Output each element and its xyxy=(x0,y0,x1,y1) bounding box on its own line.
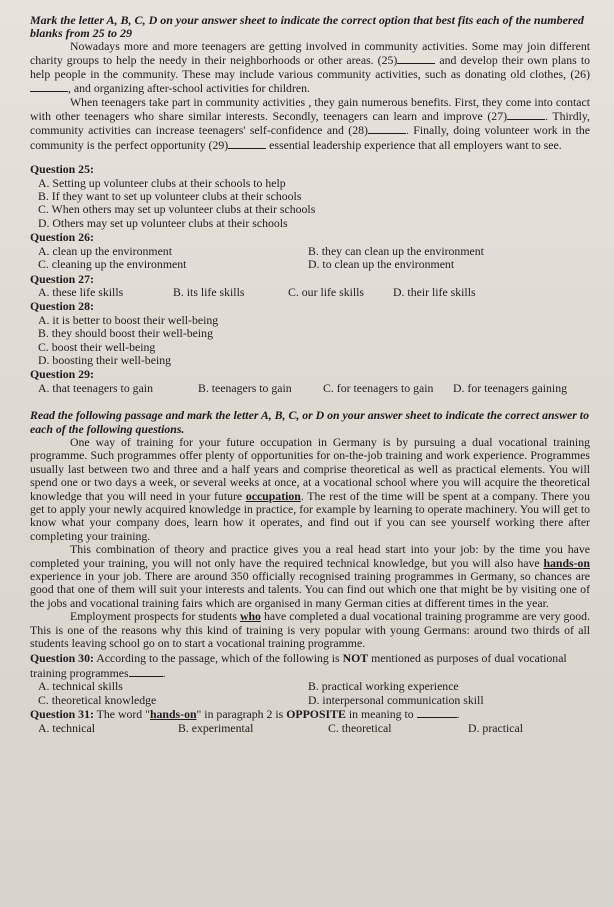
option-d[interactable]: D. their life skills xyxy=(393,284,476,299)
option-b[interactable]: B. teenagers to gain xyxy=(198,380,292,395)
question-31 xyxy=(30,707,590,735)
q31-text-c: in meaning to xyxy=(348,707,414,722)
option-d[interactable]: D. to clean up the environment xyxy=(308,257,455,272)
option-b[interactable]: B. If they want to set up volunteer clubs at their schools xyxy=(38,189,302,204)
q30-options xyxy=(30,680,590,707)
q30-label: Question 30: xyxy=(30,651,94,666)
p2-text-a: When teenagers take part in community activities , they gain numerous benefits. First, they come into contact with other teenagers who share similar interests. Secondly, teenagers can learn and improve (27) xyxy=(30,94,590,124)
option-a[interactable]: A. Setting up volunteer clubs at their schools to help xyxy=(38,175,286,190)
q30-option-c[interactable]: C. theoretical knowledge xyxy=(38,692,157,707)
q31-options xyxy=(30,722,590,735)
question-30-stem: Question 30: According to the passage, which of the following is NOT mentioned as purposes of dual vocational training programmes . xyxy=(30,651,567,680)
pp3-text-a: Employment prospects for students xyxy=(70,609,237,624)
option-d[interactable]: D. Others may set up volunteer clubs at their schools xyxy=(38,215,288,230)
question-26 xyxy=(30,231,590,271)
pp1-text-a: One way of training for your future occupation in Germany is by pursuing a dual vocational training programme. Such programmes offer plenty of opportunities for on-the-job training and work experience. Programmes usually last between two and three and a half years and comprise theoretical as well as practical elements. You will spend one or two days a week, or several weeks at once, at a vocational school where you will acquire the theoretical knowledge that you will need in your future xyxy=(30,434,590,503)
section1-instruction: Mark the letter A, B, C, D on your answer sheet to indicate the correct option that best fits each of the numbered blanks from 25 to 29 xyxy=(30,13,584,40)
option-b[interactable]: B. they can clean up the environment xyxy=(308,243,484,258)
question-title: Question 25: xyxy=(30,162,94,177)
option-c[interactable]: C. cleaning up the environment xyxy=(38,257,187,272)
blank-25 xyxy=(397,53,435,64)
question-28 xyxy=(30,300,590,367)
question-title: Question 28: xyxy=(30,299,94,314)
pp3-text-b: have completed a dual vocational training programme are very good. This is one of the reasons why this kind of training is very popular with young Germans: around two thirds of all students leaving school go on to start a vocational training programme. xyxy=(30,609,591,651)
blank-29 xyxy=(228,138,266,149)
p1-text-a: Nowadays more and more teenagers are getting involved in community activities. Some may join different charity groups to help the needy in their neighborhoods or other areas. (25) xyxy=(30,39,590,68)
options xyxy=(30,245,590,272)
q31-opposite: OPPOSITE xyxy=(286,707,346,722)
option-d[interactable]: D. boosting their well-being xyxy=(38,352,172,367)
q30-text-a: According to the passage, which of the following is xyxy=(96,651,340,666)
question-31-stem: Question 31: The word "hands-on" in paragraph 2 is OPPOSITE in meaning to . xyxy=(30,707,460,722)
q31-option-a[interactable]: A. technical xyxy=(38,720,95,735)
pp2-text-b: experience in your job. There are around 350 officially recognised training programmes in Germany, so chances are good that one of them will suit your interests and talents. You can find out which one that might be by visiting one of the jobs and vocational training fairs which are organised in many German cities at different times in the year. xyxy=(30,569,590,610)
questions-25-29 xyxy=(30,163,590,395)
options xyxy=(30,286,590,299)
option-c[interactable]: C. for teenagers to gain xyxy=(323,380,434,395)
q31-text-b: " in paragraph 2 is xyxy=(196,707,284,722)
q31-option-c[interactable]: C. theoretical xyxy=(328,720,392,735)
question-title: Question 29: xyxy=(30,367,94,382)
option-b[interactable]: B. they should boost their well-being xyxy=(38,326,213,341)
option-a[interactable]: A. clean up the environment xyxy=(38,243,172,258)
question-30 xyxy=(30,652,590,707)
option-a[interactable]: A. these life skills xyxy=(38,284,124,299)
question-25 xyxy=(30,163,590,230)
q31-label: Question 31: xyxy=(30,707,94,722)
option-d[interactable]: D. for teenagers gaining xyxy=(453,380,567,395)
q31-blank xyxy=(417,707,457,718)
q30-option-d[interactable]: D. interpersonal communication skill xyxy=(308,692,484,707)
p2-text-c: . Finally, doing volunteer work in the community is the perfect opportunity (29) xyxy=(30,123,590,152)
p2-text-b: . Thirdly, community activities can increase teenagers' self-confidence and (28) xyxy=(30,109,590,138)
question-29 xyxy=(30,368,590,395)
section2-instruction: Read the following passage and mark the letter A, B, C, or D on your answer sheet to indicate the correct answer to each of the following questions. xyxy=(30,408,589,436)
p1-text-c: , and organizing after-school activities for children. xyxy=(68,81,310,96)
q31-word: hands-on xyxy=(149,707,197,722)
passage1-paragraph1 xyxy=(30,40,590,96)
options xyxy=(30,177,590,231)
passage2-paragraph3 xyxy=(30,610,590,650)
p2-text-d: essential leadership experience that all employers want to see. xyxy=(269,137,562,152)
options xyxy=(30,382,590,395)
option-c[interactable]: C. our life skills xyxy=(288,284,365,299)
option-b[interactable]: B. its life skills xyxy=(173,284,245,299)
q30-option-b[interactable]: B. practical working experience xyxy=(308,679,459,694)
option-a[interactable]: A. that teenagers to gain xyxy=(38,380,153,395)
word-occupation: occupation xyxy=(245,488,301,503)
q31-option-d[interactable]: D. practical xyxy=(468,720,524,735)
pp1-text-b: . The rest of the time will be spent at a company. There you get to apply your newly acquired knowledge in practice, for example by learning to operate machinery. You will get to know what your company does, learn how it operates, and find out if you can see yourself working there after completing your training. xyxy=(30,488,590,543)
word-who: who xyxy=(239,609,261,624)
question-title: Question 27: xyxy=(30,271,94,286)
passage1-paragraph2 xyxy=(30,96,590,153)
q31-option-b[interactable]: B. experimental xyxy=(178,720,254,735)
option-a[interactable]: A. it is better to boost their well-being xyxy=(38,312,219,327)
q30-option-a[interactable]: A. technical skills xyxy=(38,679,123,694)
question-title: Question 26: xyxy=(30,230,94,245)
passage2-paragraph1 xyxy=(30,436,590,543)
question-27 xyxy=(30,273,590,300)
p1-text-b: and develop their own plans to help people in the community. These may include various community activities, such as donating old clothes, (26) xyxy=(30,53,590,81)
q30-blank xyxy=(129,666,163,677)
blank-27 xyxy=(507,109,545,120)
blank-26 xyxy=(30,81,68,92)
option-c[interactable]: C. boost their well-being xyxy=(38,339,156,354)
passage2-paragraph2 xyxy=(30,543,590,610)
option-c[interactable]: C. When others may set up volunteer clubs at their schools xyxy=(38,202,316,217)
q30-text-b: mentioned as purposes of dual vocational training programmes xyxy=(30,651,567,680)
q30-not: NOT xyxy=(342,651,369,666)
pp2-text-a: This combination of theory and practice gives you a real head start into your job: by the time you have completed your training, you will not only have the required technical knowledge, but you will also have xyxy=(30,542,590,570)
word-hands-on: hands-on xyxy=(543,555,590,570)
q31-text-a: The word " xyxy=(96,707,150,722)
options xyxy=(30,314,590,368)
blank-28 xyxy=(368,123,406,134)
